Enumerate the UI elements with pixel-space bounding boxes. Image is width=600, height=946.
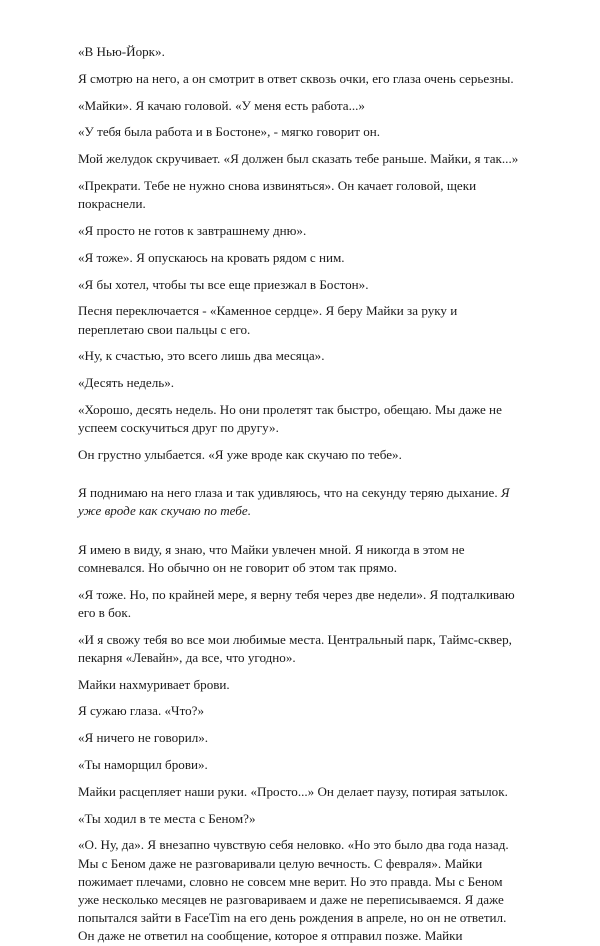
paragraph-12: «Десять недель». [78,375,175,391]
paragraph-19: Майки нахмуривает брови. [78,676,230,692]
paragraph-24: «Ты ходил в те места с Беном?» [78,810,256,826]
paragraph-23: Майки расцепляет наши руки. «Просто...» Он делает паузу, потирая затылок. [78,783,508,799]
paragraph-13: «Хорошо, десять недель. Но они пролетят так быстро, обещаю. Мы даже не успеем соскучиться друг по другу». [78,401,502,436]
paragraph-16: Я имею в виду, я знаю, что Майки увлечен мной. Я никогда в этом не сомневался. Но обычно он не говорит об этом так прямо. [78,541,465,575]
paragraph-7: «Я просто не готов к завтрашнему дню». [78,222,307,238]
paragraph-3: «Майки». Я качаю головой. «У меня есть работа...» [78,97,365,113]
paragraph-9: «Я бы хотел, чтобы ты все еще приезжал в Бостон». [78,276,369,292]
paragraph-10: Песня переключается - «Каменное сердце». Я беру Майки за руку и переплетаю свои пальцы с его. [78,303,458,337]
paragraph-22: «Ты наморщил брови». [78,756,208,772]
paragraph-25: «О. Ну, да». Я внезапно чувствую себя неловко. «Но это было два года назад. Мы с Беном даже не разговаривали целую вечность. С февраля». Майки пожимает плечами, словно не совсем мне верит. Но это правда. Мы с Беном уже несколько месяцев не разговариваем и даже не переписываемся. Я даже попытался зайти в FaceTim на его день рождения в апреле, но он не ответил. Он даже не ответил на сообщение, которое я отправил позже. Майки [78,837,509,944]
paragraph-18: «И я свожу тебя во все мои любимые места. Центральный парк, Таймс-сквер, пекарня «Левайн», да все, что угодно». [78,631,512,665]
paragraph-15 [78,484,520,520]
paragraph-14: Он грустно улыбается. «Я уже вроде как скучаю по тебе». [78,446,402,462]
paragraph-2: Я смотрю на него, а он смотрит в ответ сквозь очки, его глаза очень серьезны. [78,70,514,86]
paragraph-11: «Ну, к счастью, это всего лишь два месяца». [78,348,325,364]
paragraph-1: «В Нью-Йорк». [78,44,165,59]
paragraph-5: Мой желудок скручивает. «Я должен был сказать тебе раньше. Майки, я так...» [78,151,519,167]
paragraph-15-text: Я поднимаю на него глаза и так удивляюсь, что на секунду теряю дыхание. [78,485,501,501]
paragraph-4: «У тебя была работа и в Бостоне», - мягко говорит он. [78,124,381,140]
paragraph-15-italic-thought: Я уже вроде как скучаю по тебе. [78,485,510,519]
paragraph-6: «Прекрати. Тебе не нужно снова извиняться». Он качает головой, щеки покраснели. [78,177,477,212]
paragraph-8: «Я тоже». Я опускаюсь на кровать рядом с ним. [78,249,345,265]
paragraph-21: «Я ничего не говорил». [78,730,209,746]
paragraph-20: Я сужаю глаза. «Что?» [78,703,205,719]
paragraph-17: «Я тоже. Но, по крайней мере, я верну тебя через две недели». Я подталкиваю его в бок. [78,586,515,620]
